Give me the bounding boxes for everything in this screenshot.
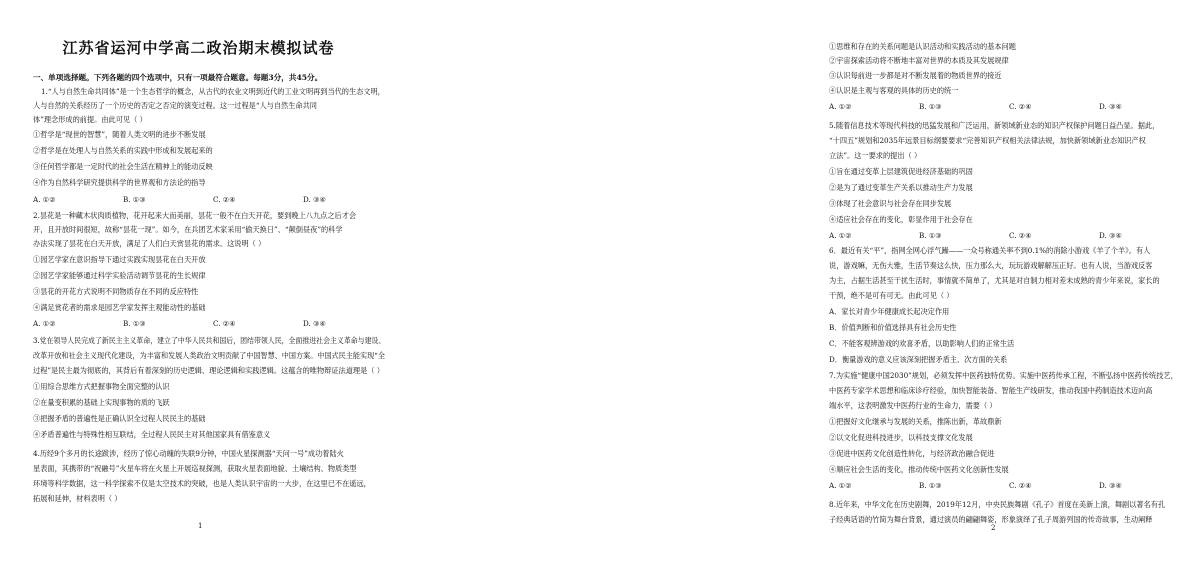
q6-option-a: A．家长对青少年健康成长起决定作用: [829, 307, 950, 316]
q6-line: 为主，占据生活甚至干扰生活时，事情就不简单了，尤其是对自制力相对差未成熟的青少年来说，家长的: [829, 276, 1160, 285]
choice-b: B. ①③: [123, 319, 146, 328]
choice-c: C. ②④: [1009, 231, 1032, 240]
choice-d: D. ③④: [1099, 231, 1122, 240]
q7-option-line: ②以文化促进科技进步，以科技支撑文化发展: [829, 433, 973, 442]
q3-option-line: ④矛盾普遍性与特殊性相互联结，全过程人民民主对其他国家具有借鉴意义: [33, 430, 271, 439]
q4-line: 拓展和延伸，材料表明（ ）: [33, 494, 122, 503]
q1-line: 人与自然的关系经历了一个历史的否定之否定的演变过程。这一过程是“人与自然生命共同: [33, 101, 317, 110]
q5-option-line: ③体现了社会意识与社会存在同步发展: [829, 199, 952, 208]
q5-option-line: ④适应社会存在的变化，彰显作用于社会存在: [829, 215, 973, 224]
q6-option-b: B．价值判断和价值选择具有社会历史性: [829, 323, 957, 332]
q2-line: 开，且开放时间很短，故称“昙花一现”。如今，在兵团艺术家采用“偷天换日”、“颠倒昼夜”的科学: [33, 225, 343, 234]
choice-d: D. ③④: [303, 195, 326, 204]
exam-title: 江苏省运河中学高二政治期末模拟试卷: [62, 39, 335, 57]
q3-option-line: ②在量变积累的基础上实现事物的质的飞跃: [33, 398, 170, 407]
choice-a: A. ①②: [33, 195, 56, 204]
page-right: [397, 0, 1178, 561]
q1-option-line: ③任何哲学都是一定时代的社会生活在精神上的能动反映: [33, 162, 213, 171]
q1-line: 1.“人与自然生命共同体”是一个生态哲学的概念，从古代的农业文明到近代的工业文明再到当代的生态文明，: [40, 87, 385, 96]
choice-a: A. ①②: [829, 481, 852, 490]
page-left: [0, 0, 397, 561]
q6-option-d: D．衡量游戏的意义应该深刻把握矛盾主、次方面的关系: [829, 355, 1008, 364]
choice-d: D. ③④: [1099, 481, 1122, 490]
page-number: 2: [991, 524, 996, 532]
q3-option-line: ③把握矛盾的普遍性是正确认识全过程人民民主的基础: [33, 414, 206, 423]
q3-line: 过程”是民主最为彻底的，其背后有着深刻的历史逻辑、理论逻辑和实践逻辑。这蕴含的唯物辩证法道理是（ ）: [33, 366, 384, 375]
q2-option-line: ②园艺学家能够通过科学实验活动调节昙花的生长规律: [33, 271, 206, 280]
q5-option-line: ①旨在通过变革上层建筑促进经济基础的巩固: [829, 167, 973, 176]
q4-option-line: ②宇宙探索活动将不断地丰富对世界的本质及其发展规律: [829, 56, 1009, 65]
q4-line: 环境等科学数据，这一科学探索不仅是太空技术的突破，也是人类认识宇宙的一大步，在这里已不在遥远，: [33, 479, 371, 488]
q1-option-line: ④作为自然科学研究提供科学的世界观和方法论的指导: [33, 178, 206, 187]
q4-line: 4.历经9个多月的长途跋涉，经历了惊心动魄的失联9分钟，中国火星探测器“天问一号”成功着陆火: [33, 449, 344, 458]
choice-c: C. ②④: [213, 195, 236, 204]
page-number: 1: [198, 522, 203, 530]
q2-option-line: ③昙花的开花方式说明不同物质存在不同的反应特性: [33, 287, 199, 296]
q6-line: 6．最近有关“平”，指网全网心浮气躁——一众号称通关率不到0.1%的消除小游戏《羊了个羊》。有人: [829, 246, 1151, 255]
choice-b: B. ①③: [919, 102, 942, 111]
q2-line: 2.昙花是一种藏木状肉质植物，花开起来大而美丽，昙花一般不在白天开花，要到晚上八九点之后才会: [33, 211, 357, 220]
q5-option-line: ②是为了通过变革生产关系以推动生产力发展: [829, 183, 973, 192]
q7-line: 中医药专家学术思想和临床诊疗经验，加快智能装备、智能生产线研发，推动我国中药制造技术迈向高: [829, 386, 1153, 395]
q1-option-line: ②哲学是在处理人与自然关系的实践中形成和发展起来的: [33, 146, 213, 155]
q3-line: 3.党在领导人民完成了新民主主义革命，建立了中华人民共和国后，团结带领人民，全面推进社会主义革命与建设、: [33, 336, 386, 345]
q4-option-line: ③认识每前进一步都是对不断发展着的物质世界的接近: [829, 71, 1002, 80]
q4-option-line: ①思维和存在的关系问题是认识活动和实践活动的基本问题: [829, 42, 1016, 51]
q7-line: 7.为实施“健康中国2030”规划，必须发挥中医药独特优势。实施中医药传承工程，不断弘扬中医药传统技艺，: [829, 371, 1178, 380]
q8-line: 8.近年来，中华文化在历史剧舞，2019年12月，中央民族舞剧《孔子》首度在美新上演，舞剧以著名有孔: [829, 500, 1166, 509]
q3-option-line: ①用综合思维方式把握事物全面完整的认识: [33, 382, 170, 391]
choice-d: D. ③④: [303, 319, 326, 328]
q5-line: 立法”。这一要求的提出（ ）: [829, 151, 922, 160]
q2-option-line: ①园艺学家在意识指导下通过实践实现昙花在白天开放: [33, 255, 206, 264]
q7-option-line: ③促进中医药文化创造性转化，与经济政治融合促进: [829, 449, 995, 458]
choice-b: B. ①③: [919, 481, 942, 490]
choice-a: A. ①②: [829, 102, 852, 111]
choice-c: C. ②④: [1009, 481, 1032, 490]
q6-line: 说，游戏嘛，无伤大雅，生活节奏这么快，压力那么大，玩玩游戏解解压正好。也有人说，当游戏反客: [829, 261, 1153, 270]
q1-line: 体”理念形成的前提。由此可见（ ）: [33, 115, 147, 124]
q5-line: “十四五”规划和2035年远景目标纲要要求“完善知识产权相关法律法规，加快新领域新业态知识产权: [829, 136, 1146, 145]
choice-d: D. ③④: [1099, 102, 1122, 111]
choice-a: A. ①②: [33, 319, 56, 328]
q1-option-line: ①哲学是“现世的智慧”，随着人类文明的进步不断发展: [33, 130, 206, 139]
choice-a: A. ①②: [829, 231, 852, 240]
q7-option-line: ④顺应社会生活的变化，推动传统中医药文化创新性发展: [829, 465, 1009, 474]
choice-b: B. ①③: [123, 195, 146, 204]
choice-c: C. ②④: [213, 319, 236, 328]
q6-line: 干预，绝不是可有可无。由此可见（ ）: [829, 291, 954, 300]
choice-c: C. ②④: [1009, 102, 1032, 111]
choice-b: B. ①③: [919, 231, 942, 240]
q8-line: 子经典话语的竹简为舞台背景，通过演员的翩翩舞姿，形象演绎了孔子周游列国的传奇故事，生动阐释: [829, 515, 1153, 524]
q6-option-c: C．不能客观辨游戏的欢喜矛盾，以助影响人们的正常生活: [829, 339, 1015, 348]
q3-line: 改革开放和社会主义现代化建设，为丰富和发展人类政治文明贡献了中国智慧、中国方案。中国式民主能实现“全: [33, 351, 385, 360]
section-heading: 一、单项选择题。下列各题的四个选项中，只有一项最符合题意。每题3分，共45分。: [33, 73, 323, 82]
q5-line: 5.随着信息技术等现代科技的迅猛发展和广泛运用，新领域新业态的知识产权保护问题日益凸显。据此，: [829, 121, 1160, 130]
q4-option-line: ④认识是主观与客观的具体的历史的统一: [829, 86, 959, 95]
q7-line: 端水平，这表明激发中医药行业的生命力，需要（ ）: [829, 401, 997, 410]
q2-line: 办法实现了昙花在白天开放，满足了人们白天赏昙花的需求。这说明（ ）: [33, 239, 266, 248]
q4-line: 星表面，其携带的“祝融号”火星车将在火星上开展巡视探测，获取火星表面地貌、土壤结构、物质类型: [33, 464, 357, 473]
q2-option-line: ④满足赏花者的需求是园艺学家发挥主观能动性的基础: [33, 303, 206, 312]
q7-option-line: ①把握好文化继承与发展的关系，推陈出新，革故鼎新: [829, 417, 1002, 426]
